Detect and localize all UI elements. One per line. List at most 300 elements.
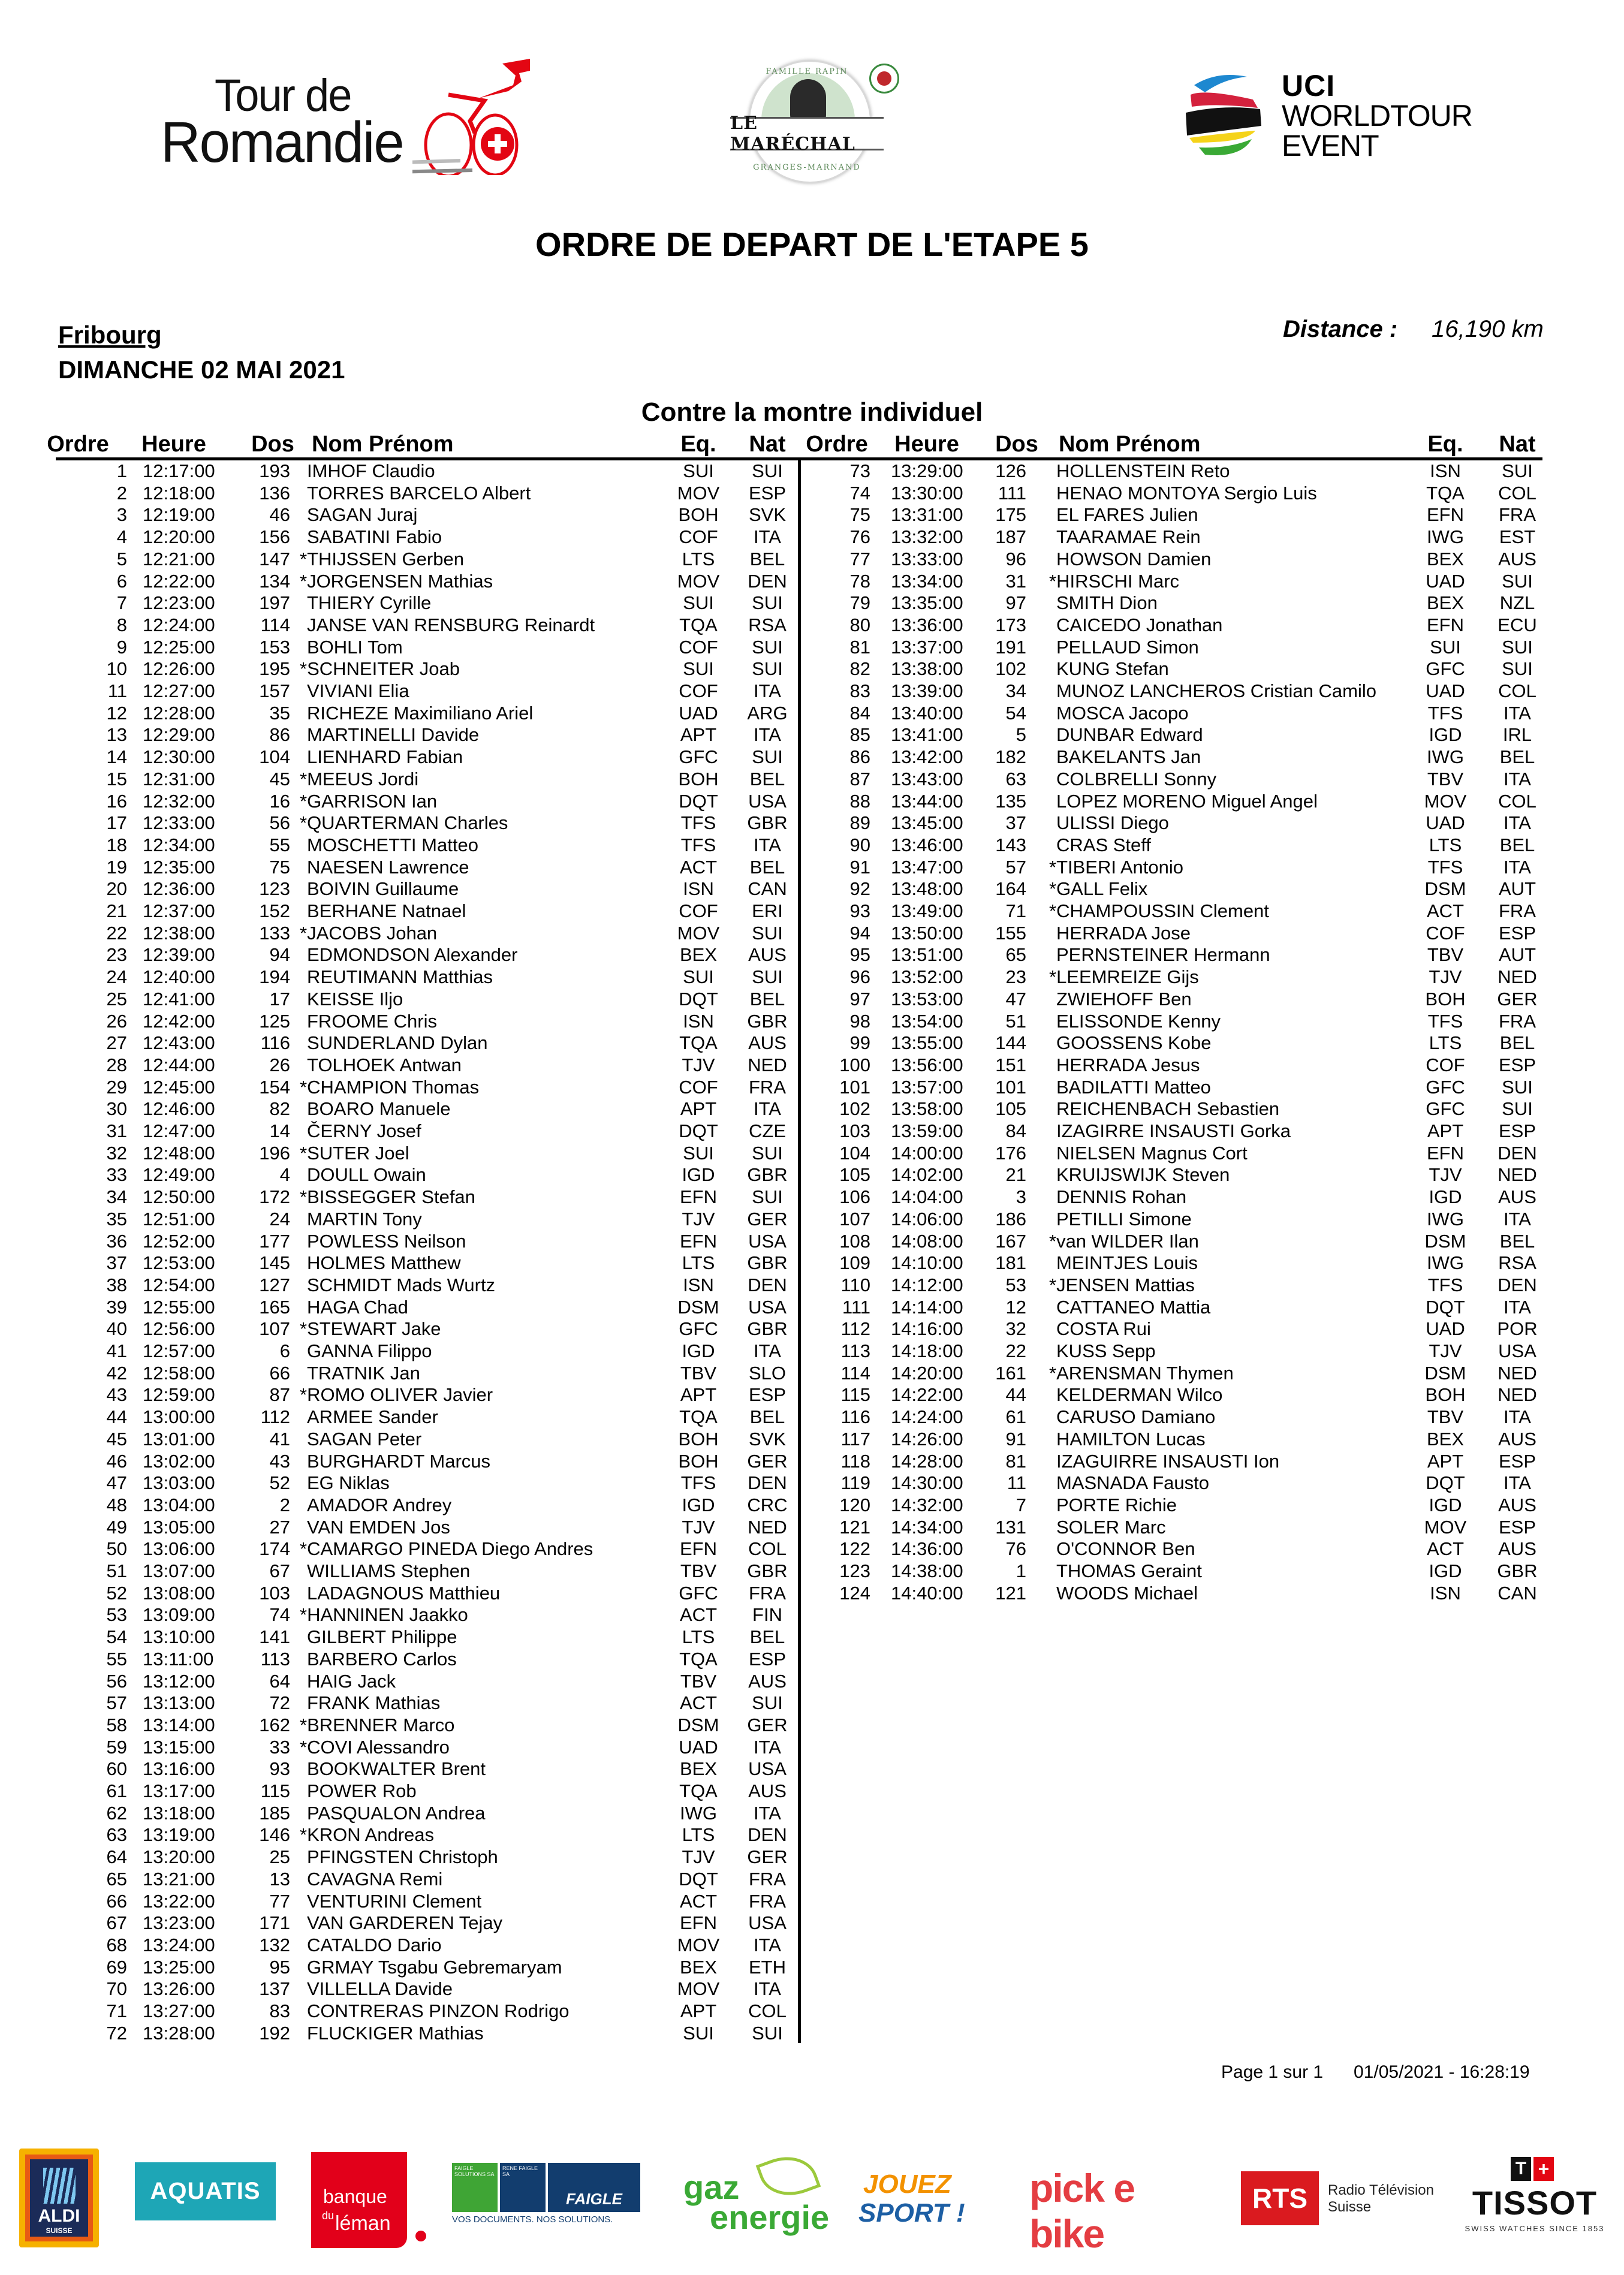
cell-dos: 91 — [1005, 1428, 1026, 1450]
cell-heure: 14:20:00 — [891, 1362, 963, 1384]
cell-dos: 63 — [1005, 768, 1026, 790]
table-row — [801, 1560, 1580, 1583]
table-row — [0, 1780, 799, 1803]
cell-nat: GER — [747, 1846, 788, 1868]
cell-equipe: TQA — [679, 1648, 718, 1670]
cell-dos: 156 — [259, 526, 290, 548]
cell-nat: SVK — [748, 1428, 787, 1450]
cell-dos: 193 — [259, 460, 290, 481]
cell-ordre: 29 — [106, 1076, 127, 1098]
cell-nat: BEL — [1499, 834, 1535, 855]
energie-text: energie — [710, 2198, 830, 2236]
cell-dos: 1 — [1016, 1560, 1026, 1581]
cell-nat: GBR — [747, 1164, 788, 1186]
cell-dos: 57 — [1005, 856, 1026, 878]
cell-nat: IRL — [1502, 724, 1532, 746]
cell-nat: SUI — [752, 2022, 783, 2044]
distance-label: Distance : — [1283, 316, 1398, 342]
cell-ordre: 106 — [839, 1186, 870, 1208]
cell-nat: BEL — [749, 548, 785, 569]
cell-heure: 12:48:00 — [143, 1142, 215, 1164]
cell-nat: ITA — [754, 1340, 781, 1361]
cell-nom-prenom: MOSCA Jacopo — [1056, 702, 1189, 724]
cell-ordre: 1 — [116, 460, 127, 481]
table-row — [801, 878, 1580, 900]
cell-nom-prenom: CRAS Steff — [1056, 834, 1151, 855]
cell-heure: 12:57:00 — [143, 1340, 215, 1361]
banque-du-leman-logo — [311, 2152, 407, 2248]
cell-nom-prenom: *SCHNEITER Joab — [300, 658, 460, 680]
table-row — [0, 1692, 799, 1714]
cell-dos: 95 — [269, 1956, 290, 1978]
cell-equipe: SUI — [683, 460, 714, 481]
cell-dos: 66 — [269, 1362, 290, 1384]
cell-dos: 187 — [995, 526, 1026, 548]
cell-ordre: 122 — [839, 1538, 870, 1560]
cell-dos: 86 — [269, 724, 290, 746]
cell-dos: 121 — [995, 1582, 1026, 1604]
cell-nom-prenom: NAESEN Lawrence — [307, 856, 469, 878]
cell-nat: BEL — [749, 768, 785, 790]
cell-equipe: DSM — [1424, 878, 1466, 900]
cell-equipe: MOV — [1424, 1516, 1467, 1538]
cell-heure: 12:40:00 — [143, 966, 215, 988]
table-row — [0, 746, 799, 769]
cell-dos: 4 — [279, 1164, 290, 1186]
cell-equipe: SUI — [683, 966, 714, 988]
table-row — [0, 1472, 799, 1494]
cell-nat: BEL — [749, 1406, 785, 1428]
cell-dos: 197 — [259, 592, 290, 614]
cell-heure: 14:06:00 — [891, 1208, 963, 1230]
cell-heure: 13:57:00 — [891, 1076, 963, 1098]
cell-nat: GBR — [747, 1010, 788, 1032]
cell-equipe: UAD — [679, 1736, 718, 1758]
column-header-nat: Nat — [749, 432, 786, 457]
cell-nat: NED — [1498, 1164, 1537, 1186]
cell-ordre: 60 — [106, 1758, 127, 1780]
cell-nom-prenom: PFINGSTEN Christoph — [307, 1846, 498, 1868]
table-row — [0, 1604, 799, 1626]
cell-heure: 12:45:00 — [143, 1076, 215, 1098]
table-row — [0, 1297, 799, 1319]
cell-nom-prenom: FLUCKIGER Mathias — [307, 2022, 484, 2044]
cell-dos: 23 — [1005, 966, 1026, 988]
table-row — [0, 526, 799, 549]
cell-nom-prenom: BARBERO Carlos — [307, 1648, 457, 1670]
cell-dos: 164 — [995, 878, 1026, 900]
cell-heure: 12:52:00 — [143, 1230, 215, 1252]
table-row — [0, 1077, 799, 1099]
cell-ordre: 116 — [840, 1406, 870, 1428]
event-text: EVENT — [1282, 129, 1379, 162]
cell-dos: 27 — [269, 1516, 290, 1538]
cell-nat: USA — [748, 1912, 787, 1934]
cell-ordre: 50 — [106, 1538, 127, 1560]
cell-nat: SUI — [752, 460, 783, 481]
cell-ordre: 35 — [106, 1208, 127, 1230]
cell-heure: 12:25:00 — [143, 636, 215, 658]
table-row — [801, 460, 1580, 483]
cell-heure: 13:24:00 — [143, 1934, 215, 1955]
start-list-right — [801, 460, 1580, 2043]
cell-equipe: DQT — [679, 1868, 718, 1890]
table-row — [801, 746, 1580, 769]
cell-nom-prenom: KUNG Stefan — [1056, 658, 1169, 680]
cell-equipe: EFN — [680, 1186, 717, 1208]
cell-nom-prenom: ARMEE Sander — [307, 1406, 438, 1428]
cell-equipe: BOH — [678, 504, 719, 526]
cell-nat: BEL — [749, 856, 785, 878]
cell-nom-prenom: *van WILDER Ilan — [1049, 1230, 1199, 1252]
cell-nat: ITA — [1504, 702, 1531, 724]
cell-nom-prenom: IZAGUIRRE INSAUSTI Ion — [1056, 1450, 1280, 1472]
cell-equipe: BOH — [678, 1428, 719, 1450]
cell-equipe: DSM — [677, 1714, 719, 1735]
table-row — [0, 1869, 799, 1891]
stage-date: DIMANCHE 02 MAI 2021 — [58, 355, 345, 384]
table-row — [0, 1098, 799, 1120]
cell-nom-prenom: POWER Rob — [307, 1780, 417, 1801]
cell-ordre: 11 — [107, 680, 127, 701]
cell-dos: 192 — [259, 2022, 290, 2044]
cell-dos: 115 — [260, 1780, 290, 1801]
cell-nom-prenom: VILLELLA Davide — [307, 1978, 453, 2000]
tissot-t-icon: T — [1511, 2157, 1531, 2181]
cell-nat: FRA — [1499, 1010, 1536, 1032]
cell-dos: 54 — [1005, 702, 1026, 724]
column-header-ordre: Ordre — [47, 432, 109, 457]
cell-nom-prenom: NIELSEN Magnus Cort — [1056, 1142, 1248, 1164]
faigle-solutions-box: FAIGLE SOLUTIONS SA — [452, 2163, 498, 2212]
faigle-logo — [452, 2163, 644, 2235]
cell-dos: 6 — [279, 1340, 290, 1361]
cell-equipe: EFN — [1427, 614, 1464, 635]
cell-equipe: LTS — [682, 1626, 715, 1648]
cell-nat: ITA — [1504, 856, 1531, 878]
cell-equipe: IGD — [1429, 1494, 1462, 1515]
cell-nom-prenom: THOMAS Geraint — [1056, 1560, 1202, 1581]
cell-ordre: 47 — [106, 1472, 127, 1494]
cell-dos: 55 — [269, 834, 290, 855]
cell-nat: AUT — [1499, 878, 1536, 900]
cell-equipe: UAD — [1426, 680, 1465, 701]
cell-heure: 13:07:00 — [143, 1560, 215, 1581]
cell-equipe: TJV — [1429, 966, 1462, 988]
cell-equipe: APT — [1427, 1120, 1464, 1141]
cell-nat: ESP — [1498, 922, 1536, 944]
cell-equipe: BEX — [679, 1758, 718, 1780]
cell-equipe: GFC — [1426, 1098, 1465, 1120]
cell-heure: 13:17:00 — [143, 1780, 215, 1801]
cell-nat: SUI — [752, 746, 783, 768]
cell-nom-prenom: SAGAN Peter — [307, 1428, 422, 1450]
cell-nom-prenom: TOLHOEK Antwan — [307, 1054, 462, 1075]
cell-ordre: 17 — [106, 812, 127, 834]
cell-dos: 83 — [269, 2000, 290, 2021]
cell-nat: USA — [748, 1758, 787, 1780]
table-row — [801, 1120, 1580, 1143]
cell-ordre: 104 — [839, 1142, 870, 1164]
cell-dos: 141 — [259, 1626, 290, 1648]
cell-ordre: 89 — [849, 812, 870, 834]
table-row — [0, 791, 799, 813]
table-row — [801, 1429, 1580, 1451]
cell-ordre: 34 — [106, 1186, 127, 1208]
cell-nat: SUI — [1502, 636, 1533, 658]
cell-ordre: 19 — [106, 856, 127, 878]
table-row — [0, 680, 799, 703]
table-row — [801, 1318, 1580, 1340]
cell-dos: 47 — [1005, 988, 1026, 1010]
cell-equipe: UAD — [1426, 812, 1465, 834]
cell-dos: 65 — [1005, 944, 1026, 966]
table-row — [0, 1803, 799, 1825]
cell-nom-prenom: POWLESS Neilson — [307, 1230, 466, 1252]
cell-heure: 13:00:00 — [143, 1406, 215, 1428]
cell-nom-prenom: WOODS Michael — [1056, 1582, 1198, 1604]
cell-nat: ESP — [1498, 1450, 1536, 1472]
cell-nom-prenom: HENAO MONTOYA Sergio Luis — [1056, 482, 1317, 504]
table-row — [801, 1164, 1580, 1186]
cell-equipe: TFS — [680, 812, 716, 834]
cell-nat: FRA — [749, 1582, 786, 1604]
rts-line2: Suisse — [1328, 2198, 1372, 2215]
cell-nom-prenom: *ROMO OLIVER Javier — [300, 1384, 493, 1406]
cell-ordre: 121 — [839, 1516, 870, 1538]
cell-nat: NED — [1498, 966, 1537, 988]
cell-equipe: TQA — [679, 1406, 718, 1428]
cell-ordre: 55 — [106, 1648, 127, 1670]
cell-equipe: IWG — [1427, 746, 1464, 768]
cell-nat: AUT — [1499, 944, 1536, 966]
cell-ordre: 53 — [106, 1604, 127, 1626]
cell-ordre: 111 — [842, 1296, 870, 1318]
pick-e-bike-logo: pick e bike — [1029, 2166, 1135, 2256]
cell-dos: 145 — [259, 1252, 290, 1274]
cell-heure: 12:42:00 — [143, 1010, 215, 1032]
cell-equipe: LTS — [1429, 834, 1462, 855]
cell-heure: 13:05:00 — [143, 1516, 215, 1538]
cell-nat: SUI — [752, 922, 783, 944]
cell-heure: 13:10:00 — [143, 1626, 215, 1648]
cell-heure: 12:17:00 — [143, 460, 215, 481]
cell-ordre: 10 — [106, 658, 127, 680]
table-row — [0, 1252, 799, 1274]
cell-nom-prenom: *SUTER Joel — [300, 1142, 409, 1164]
cell-equipe: SUI — [683, 1142, 714, 1164]
cell-equipe: LTS — [682, 1252, 715, 1274]
cell-nat: COL — [1498, 680, 1536, 701]
cell-nat: ESP — [748, 1648, 787, 1670]
cell-equipe: SUI — [1430, 636, 1461, 658]
cell-heure: 13:18:00 — [143, 1802, 215, 1824]
cell-nom-prenom: FROOME Chris — [307, 1010, 437, 1032]
cell-ordre: 78 — [849, 570, 870, 592]
cell-heure: 13:16:00 — [143, 1758, 215, 1780]
cell-ordre: 42 — [106, 1362, 127, 1384]
logo-name: LE MARÉCHAL — [730, 117, 884, 150]
cell-ordre: 115 — [840, 1384, 870, 1406]
cell-heure: 13:32:00 — [891, 526, 963, 548]
cell-equipe: IWG — [680, 1802, 717, 1824]
cell-dos: 12 — [1005, 1296, 1026, 1318]
aquatis-logo: AQUATIS — [135, 2162, 276, 2220]
cell-nom-prenom: GOOSSENS Kobe — [1056, 1032, 1212, 1054]
banque-text: banque — [323, 2186, 387, 2207]
cell-equipe: GFC — [1426, 658, 1465, 680]
cell-nat: CAN — [748, 878, 787, 900]
cell-equipe: BEX — [1426, 592, 1465, 614]
cell-nom-prenom: CAVAGNA Remi — [307, 1868, 443, 1890]
table-row — [0, 1143, 799, 1165]
cell-dos: 167 — [995, 1230, 1026, 1252]
cell-dos: 74 — [269, 1604, 290, 1626]
table-row — [801, 1143, 1580, 1165]
cell-ordre: 102 — [839, 1098, 870, 1120]
cell-ordre: 13 — [106, 724, 127, 746]
cell-nat: FIN — [752, 1604, 782, 1626]
cell-equipe: TFS — [1427, 1010, 1463, 1032]
cell-ordre: 105 — [839, 1164, 870, 1186]
cell-nat: GER — [747, 1450, 788, 1472]
cell-dos: 104 — [259, 746, 290, 768]
table-row — [0, 834, 799, 857]
table-row — [0, 1957, 799, 1979]
cell-ordre: 33 — [106, 1164, 127, 1186]
cell-equipe: ACT — [680, 1890, 717, 1912]
cell-heure: 13:53:00 — [891, 988, 963, 1010]
aldi-logo — [19, 2149, 99, 2247]
cell-nat: CAN — [1498, 1582, 1537, 1604]
cell-equipe: ACT — [680, 1604, 717, 1626]
cell-equipe: GFC — [679, 746, 718, 768]
gaz-energie-logo — [683, 2155, 830, 2239]
uci-rainbow-stripes-icon — [1181, 71, 1265, 161]
cell-dos: 44 — [1005, 1384, 1026, 1406]
cell-dos: 127 — [259, 1274, 290, 1295]
cell-equipe: LTS — [682, 1824, 715, 1846]
cell-nom-prenom: DENNIS Rohan — [1056, 1186, 1187, 1208]
cell-ordre: 80 — [849, 614, 870, 635]
cell-dos: 67 — [269, 1560, 290, 1581]
cell-nat: ITA — [1504, 1472, 1531, 1494]
cell-equipe: COF — [679, 526, 718, 548]
cell-nom-prenom: PASQUALON Andrea — [307, 1802, 486, 1824]
cell-dos: 105 — [995, 1098, 1026, 1120]
cell-dos: 191 — [995, 636, 1026, 658]
cell-ordre: 49 — [106, 1516, 127, 1538]
cell-nat: AUS — [748, 1032, 787, 1054]
cell-ordre: 99 — [849, 1032, 870, 1054]
cell-equipe: BEX — [1426, 548, 1465, 569]
table-row — [0, 1318, 799, 1340]
cell-ordre: 14 — [106, 746, 127, 768]
cell-equipe: LTS — [682, 548, 715, 569]
cell-nom-prenom: COLBRELLI Sonny — [1056, 768, 1217, 790]
column-header-nom-prenom: Nom Prénom — [1059, 432, 1201, 457]
cell-heure: 12:49:00 — [143, 1164, 215, 1186]
column-header-nat: Nat — [1499, 432, 1536, 457]
cell-nat: AUS — [1498, 1186, 1536, 1208]
cell-nat: FRA — [749, 1868, 786, 1890]
cell-ordre: 97 — [849, 988, 870, 1010]
table-row — [0, 2023, 799, 2045]
cell-ordre: 23 — [106, 944, 127, 966]
cell-nom-prenom: *QUARTERMAN Charles — [300, 812, 508, 834]
cell-heure: 14:16:00 — [891, 1318, 963, 1340]
cell-nom-prenom: *KRON Andreas — [300, 1824, 434, 1846]
cell-dos: 43 — [269, 1450, 290, 1472]
table-row — [0, 1274, 799, 1297]
cell-nom-prenom: HOWSON Damien — [1056, 548, 1212, 569]
cell-ordre: 44 — [106, 1406, 127, 1428]
cell-nom-prenom: HOLMES Matthew — [307, 1252, 461, 1274]
cell-nom-prenom: SMITH Dion — [1056, 592, 1158, 614]
table-row — [0, 1560, 799, 1583]
faigle-tagline: VOS DOCUMENTS. NOS SOLUTIONS. — [452, 2214, 613, 2225]
cell-nom-prenom: VENTURINI Clement — [307, 1890, 482, 1912]
cell-ordre: 120 — [839, 1494, 870, 1515]
table-row — [0, 966, 799, 989]
cell-heure: 14:12:00 — [891, 1274, 963, 1295]
cell-dos: 94 — [269, 944, 290, 966]
cell-nom-prenom: MUNOZ LANCHEROS Cristian Camilo — [1056, 680, 1376, 701]
cell-nat: BEL — [749, 1626, 785, 1648]
table-row — [0, 1494, 799, 1517]
cell-heure: 14:24:00 — [891, 1406, 963, 1428]
cell-equipe: DQT — [1426, 1296, 1465, 1318]
cell-equipe: IWG — [1427, 526, 1464, 548]
cell-heure: 12:18:00 — [143, 482, 215, 504]
cell-equipe: TFS — [680, 1472, 716, 1494]
cell-nat: ITA — [754, 834, 781, 855]
cell-nat: ITA — [754, 1978, 781, 2000]
cell-equipe: IGD — [682, 1494, 715, 1515]
cell-heure: 14:40:00 — [891, 1582, 963, 1604]
table-row — [0, 1429, 799, 1451]
cell-equipe: TFS — [1427, 1274, 1463, 1295]
cell-ordre: 70 — [106, 1978, 127, 2000]
cell-ordre: 4 — [116, 526, 127, 548]
cell-dos: 25 — [269, 1846, 290, 1868]
cell-ordre: 118 — [840, 1450, 870, 1472]
cell-ordre: 48 — [106, 1494, 127, 1515]
cell-ordre: 9 — [116, 636, 127, 658]
rts-name — [1328, 2182, 1434, 2215]
cell-heure: 14:04:00 — [891, 1186, 963, 1208]
uci-text: UCI — [1282, 69, 1336, 103]
table-row — [0, 703, 799, 725]
du-text: du — [322, 2210, 335, 2222]
cell-nom-prenom: VAN EMDEN Jos — [307, 1516, 450, 1538]
cell-nat: POR — [1497, 1318, 1538, 1340]
cell-dos: 165 — [259, 1296, 290, 1318]
cell-equipe: MOV — [677, 570, 720, 592]
cell-equipe: IWG — [1427, 1252, 1464, 1274]
cell-heure: 14:08:00 — [891, 1230, 963, 1252]
cell-ordre: 93 — [849, 900, 870, 921]
table-row — [0, 1384, 799, 1406]
aldi-name: ALDI — [38, 2206, 80, 2226]
cell-heure: 14:14:00 — [891, 1296, 963, 1318]
cell-heure: 13:45:00 — [891, 812, 963, 834]
cell-dos: 71 — [1005, 900, 1026, 921]
faigle-name: FAIGLE — [548, 2163, 640, 2212]
cell-nom-prenom: DUNBAR Edward — [1056, 724, 1203, 746]
cell-nat: ITA — [1504, 1208, 1531, 1230]
cell-equipe: ACT — [680, 1692, 717, 1714]
